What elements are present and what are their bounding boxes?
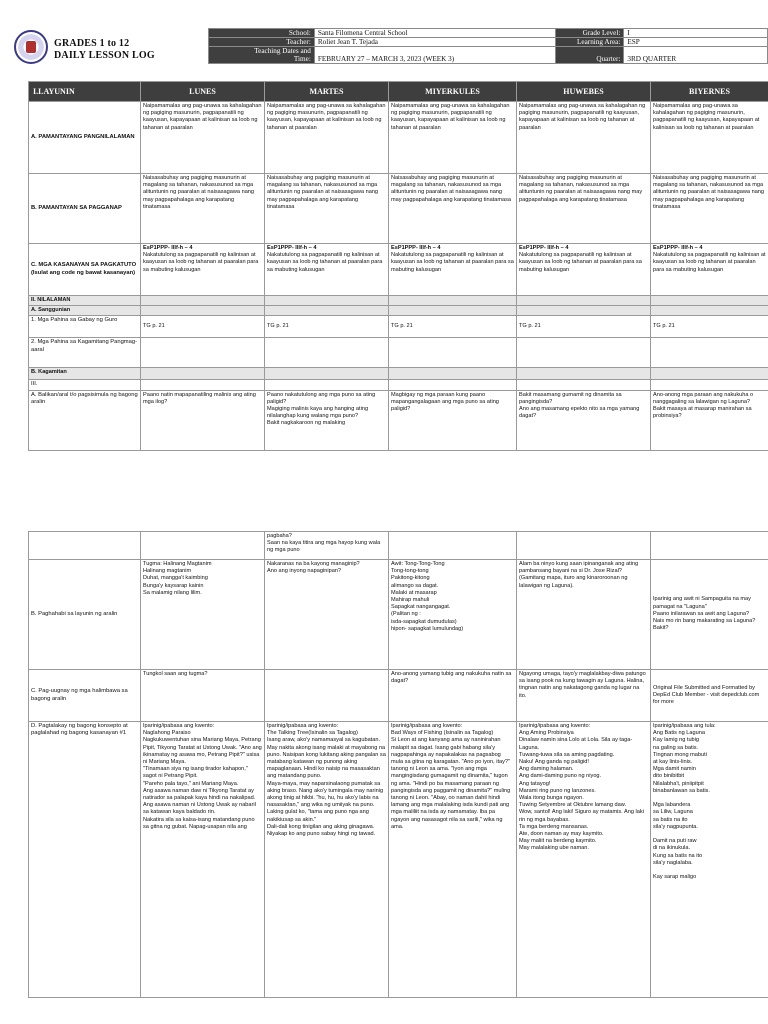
- row-label: B. Kagamitan: [29, 368, 141, 380]
- competency-code: EsP1PPP- IIIf-h – 4: [653, 245, 703, 251]
- cell-lunes: [141, 244, 265, 296]
- row-label: II. NILALAMAN: [29, 296, 141, 306]
- cell-huwebes: Naipamamalas ang pag-unawa sa kahalagahan ng pagiging masunurin, pagpapanatili ng kaayusan, kapayapaan at kalinisan sa loob ng tahanan at paaralan: [517, 102, 651, 174]
- row-balik-aral: [29, 390, 768, 450]
- row-pag-uugnay: [29, 670, 768, 722]
- cell-martes: Iparinig/ipabasa ang kwento: The Talking Tree(Isinalin sa Tagalog) Isang araw, ako'y namamasyal sa kagubatan. May nakita akong isang malaki at mayabong na puno. Naisipan kong lukitang aking pangalan sa matabang katawan ng punong aking mapaglanaan. Hindi ko naisip na masasaktan ang matandang puno. Maya-maya, may naparsinalaong pumatak sa aking braso. Nang ako'y tumingala may narinig akong tinig at hikbi. "hu, hu, hu ako'y labis na nasasaktan," ang wika ng umiiyak na puno. Laking gulat ko, "tama ang puno nga ang nakikiusap sa akin." Dali-dali kong tinigilan ang aking ginagawa. Niyakap ko ang puno sabay hingi ng tawad.: [265, 722, 389, 998]
- row-label: A. PAMANTAYANG PANGNILALAMAN: [29, 102, 141, 174]
- row-kagamitan: [29, 368, 768, 380]
- title-line-1: GRADES 1 to 12: [54, 38, 130, 49]
- cell-martes: Naipamamalas ang pag-unawa sa kahalagahan ng pagiging masunurin, pagpapanatili ng kaayusan, kapayapaan at kalinisan sa loob ng tahanan at paaralan: [265, 102, 389, 174]
- row-pamamaraan: [29, 380, 768, 390]
- cell-huwebes: Iparinig/ipabasa ang kwento: Ang Aming Probinsiya Dinalaw namin sina Lolo at Lola. Sila ay taga-Laguna. Tuwang-tuwa sila sa aming pagdating. Naku! Ang ganda ng paligid! Ang daming halaman. Ang dami-daming puno ng niyog. Ang tatayog! Marami ring puno ng lanzones. Wala itong bunga ngayon. Tuwing Setyembre at Oktubre lamang daw. Wow, santol! Ang laki! Siguro ay matamis. Ang laki rin ng mga bayabas. Ta mga berdeng mansanas. Ate, doon naman ay may kaymito. May maliit na berdeng kaymito. May malalaking ube naman.: [517, 722, 651, 998]
- cell-miyerkules: Awit: Tong-Tong-Tong Tong-tong-tong Pakitong-kitong alimango sa dagat. Malaki at masarap Mahirap mahuli Sapagkat nangangagat. (Palitan ng : isda-sapagkat dumudulas) hipon- sapagkat lumulundag): [389, 560, 517, 670]
- cell-miyerkules: Magbigay ng mga paraan kung paano mapangangalagaan ang mga puno sa ating paligid?: [389, 390, 517, 450]
- row-label: A. Balikan/aral t/o pagsisimula ng bagong aralin: [29, 390, 141, 450]
- row-label: B. Paghahabi sa layunin ng aralin: [29, 560, 141, 670]
- col-header-martes: MARTES: [265, 82, 389, 102]
- cell-martes: Nakaranas na ba kayong managinip? Ano ang inyong napaginipan?: [265, 560, 389, 670]
- cell-biyernes: Iparinig/ipabasa ang tula: Ang Batis ng Laguna Kay lamig ng tubig na galing sa batis. Tingnan mong mabuti at kay linis-linis. Mga damit namin dito binibitbit Nilalabha't, piniipitpit binabanlawan sa batis. Mga labandera sa Liliw, Laguna sa batis na ito sila'y nagpupunta. Damit na puti raw di na ikinukula. Kung sa batis na ito sila'y naglalaba. Kay sarap maligo: [651, 722, 768, 998]
- cell-lunes: Tungkol saan ang tugma?: [141, 670, 265, 722]
- dates-label-line1: Teaching Dates and: [254, 47, 311, 55]
- cell-miyerkules: Naisasabuhay ang pagiging masunurin at magalang sa tahanan, nakasusunod sa mga alituntunin ng paaralan at naisasagawa nang may pagpapahalaga ang karapatang tinatamasa: [389, 174, 517, 244]
- school-value: Santa Filomena Central School: [314, 29, 556, 38]
- row-kasanayan-sa-pagkatuto: [29, 244, 768, 296]
- row-label: 1. Mga Pahina sa Gabay ng Guro: [29, 316, 141, 338]
- row-kagamitang-pangmag-aaral: [29, 338, 768, 368]
- cell-biyernes: Naisasabuhay ang pagiging masunurin at magalang sa tahanan, nakasusunod sa mga alituntunin ng paaralan at naisasagawa nang may pagpapahalaga ang karapatang tinatamasa: [651, 174, 768, 244]
- competency-text: Nakatutulong sa pagpapanatili ng kalinisan at kaayusan sa loob ng tahanan at paaralan para sa mabuting kalusugan: [267, 252, 383, 273]
- grade-value: I: [624, 29, 768, 38]
- competency-text: Nakatutulong sa pagpapanatili ng kalinisan at kaayusan sa loob ng tahanan at paaralan para sa mabuting kalusugan: [519, 252, 642, 273]
- row-pamantayang-pangnilalaman: [29, 102, 768, 174]
- lesson-table-page-1: [28, 81, 768, 451]
- quarter-value: 3RD QUARTER: [624, 47, 768, 64]
- teacher-label: Teacher:: [209, 38, 315, 47]
- cell-huwebes: Bakit masamang gumamit ng dinamita sa pangingisda? Ano ang masamang epekto nito sa mga yamang dagat?: [517, 390, 651, 450]
- competency-code: EsP1PPP- IIIf-h – 4: [267, 245, 317, 251]
- row-nilalaman: [29, 296, 768, 306]
- cell-martes: Naisasabuhay ang pagiging masunurin at magalang sa tahanan, nakasusunod sa mga alituntunin ng paaralan at naisasagawa nang may pagpapahalaga ang karapatang tinatamasa: [265, 174, 389, 244]
- area-label: Learning Area:: [556, 38, 624, 47]
- cell-lunes: TG p. 21: [141, 316, 265, 338]
- row-label: III.: [29, 380, 141, 390]
- competency-text: Nakatutulong sa pagpapanatili ng kalinisan at kaayusan sa loob ng tahanan at paaralan para sa mabuting kalusugan: [653, 252, 766, 273]
- cell-huwebes: [517, 244, 651, 296]
- title-line-2: DAILY LESSON LOG: [54, 50, 155, 61]
- cell-martes-continued: pagbaha? Saan na kaya titira ang mga hayop kung wala ng mga puno: [265, 532, 389, 560]
- competency-text: Nakatutulong sa pagpapanatili ng kalinisan at kaayusan sa loob ng tahanan at paaralan para sa mabuting kalusugan: [143, 252, 259, 273]
- col-header-huwebes: HUWEBES: [517, 82, 651, 102]
- cell-biyernes: Naipamamalas ang pag-unawa sa kahalagahan ng pagiging masunurin, pagpapanatili ng kaayusan, kapayapaan at kalinisan sa loob ng tahanan at paaralan: [651, 102, 768, 174]
- cell-lunes: Paano natin mapapanatiling malinis ang ating mga ilog?: [141, 390, 265, 450]
- cell-miyerkules: Naipamamalas ang pag-unawa sa kahalagahan ng pagiging masunurin, pagpapanatili ng kaayusan, kapayapaan at kalinisan sa loob ng tahanan at paaralan: [389, 102, 517, 174]
- cell-martes: [265, 244, 389, 296]
- competency-code: EsP1PPP- IIIf-h – 4: [143, 245, 193, 251]
- col-header-lunes: LUNES: [141, 82, 265, 102]
- lesson-log-header: [12, 28, 768, 72]
- area-value: ESP: [624, 38, 768, 47]
- cell-martes: TG p. 21: [265, 316, 389, 338]
- cell-miyerkules: Iparinig/ipabasa ang kwento: Bad Ways of Fishing (Isinalin sa Tagalog) Si Leon at ang kanyang ama ay naninirahan malapit sa dagat. Isang gabi habang sila'y nagpapahinga ay napakalakas na pagsabog mula sa gitna ng karagatan. "Ano po iyon, itay?" tanong ni Leon sa ama. "Iyon ang mga mangingisdang gumagamit ng dinamita," tugon ng ama. "Hindi po ba masamang paraan ng pangingisda ang paggamit ng dinamita?" muling tanong ni Leon. "Abay, oo naman dahil hindi lamang ang mga malalaking isda kundi pati ang mga maliliit na isda ay namamatay. Iba pa ngayon ang nasasagot nila sa sarili," wika ng ama.: [389, 722, 517, 998]
- cell-miyerkules: TG p. 21: [389, 316, 517, 338]
- cell-miyerkules: [389, 244, 517, 296]
- cell-lunes: Tugma: Halinang Magtanim Halinang magtanim Duhat, mangga't kaimbing Bunga'y kaysarap kainin Sa malamig nilang lilim.: [141, 560, 265, 670]
- cell-lunes: Iparinig/ipabasa ang kwento: Naglahong Paraiso Nagkukuwentuhan sina Mariang Maya, Petrang Pipit, Tikyong Taratat at Ustong Uwak. "Ano ang ikinamatay ng asawa mo, Petrang Pipit?" usisa ni Mariang Maya. "Tinamaan siya ng isang tirador kahapon," sagot ni Petrang Pipit. "Pareho pala tayo," ani Mariang Maya. Ang asawa naman daw ni Tikyong Taratat ay natirador sa palapak kaya hindi na nakalipad. Ang asawa naman ni Ustong Uwak ay nabaril sa katawan kaya baldado rin. Nakatira sila sa kaisa-isang matandang puno sa gitna ng gubat. Napag-usapan nila ang: [141, 722, 265, 998]
- cell-biyernes: Ano-anong mga paraan ang nakukuha o nanggagaling sa lalawigan ng Laguna? Bakit masaya at masarap manirahan sa probinsiya?: [651, 390, 768, 450]
- cell-lunes: Naipamamalas ang pag-unawa sa kahalagahan ng pagiging masunurin, pagpapanatili ng kaayusan, kapayapaan at kalinisan sa loob ng tahanan at paaralan: [141, 102, 265, 174]
- grade-label: Grade Level:: [556, 29, 624, 38]
- row-label: C. Pag-uugnay ng mga halimbawa sa bagong aralin: [29, 670, 141, 722]
- quarter-label: Quarter:: [556, 47, 624, 64]
- row-pamantayan-sa-pagganap: [29, 174, 768, 244]
- competency-code: EsP1PPP- IIIf-h – 4: [519, 245, 569, 251]
- dates-value: FEBRUARY 27 – MARCH 3, 2023 (WEEK 3): [314, 47, 556, 64]
- cell-biyernes: Original File Submitted and Formatted by DepEd Club Member - visit depedclub.com for more: [651, 670, 768, 722]
- dates-label-line2: Time:: [293, 55, 311, 63]
- row-label: D. Pagtalakay ng bagong konsepto at paglalahad ng bagong kasanayan #1: [29, 722, 141, 998]
- dates-label: [209, 47, 315, 64]
- cell-huwebes: Naisasabuhay ang pagiging masunurin at magalang sa tahanan, nakasusunod sa mga alituntunin ng paaralan at naisasagawa nang may pagpapahalaga ang karapatang tinatamasa: [517, 174, 651, 244]
- school-label: School:: [209, 29, 315, 38]
- teacher-value: Roliet Jean T. Tejada: [314, 38, 556, 47]
- row-label: B. PAMANTAYAN SA PAGGANAP: [29, 174, 141, 244]
- cell-miyerkules: Ano-anong yamang tubig ang nakukuha natin sa dagat?: [389, 670, 517, 722]
- row-gabay-ng-guro: [29, 316, 768, 338]
- row-label: C. MGA KASANAYAN SA PAGKATUTO (Isulat ang code ng bawat kasanayan): [29, 244, 141, 296]
- row-sanggunian: [29, 306, 768, 316]
- col-header-biyernes: BIYERNES: [651, 82, 768, 102]
- competency-text: Nakatutulong sa pagpapanatili ng kalinisan at kaayusan sa loob ng tahanan at paaralan para sa mabuting kalusugan: [391, 252, 514, 273]
- row-paghahabi-sa-layunin: [29, 560, 768, 670]
- lesson-table-page-2: [28, 531, 768, 998]
- competency-code: EsP1PPP- IIIf-h – 4: [391, 245, 441, 251]
- cell-biyernes: [651, 244, 768, 296]
- cell-biyernes: Iparinig ang awit ni Sampaguita na may pamagat na "Laguna" Paano inilarawan sa awit ang Laguna? Nais mo rin bang makarating sa Laguna? Bakit?: [651, 560, 768, 670]
- deped-seal-icon: [14, 30, 48, 64]
- cell-martes: [265, 670, 389, 722]
- row-pagtalakay: [29, 722, 768, 998]
- cell-lunes: Naisasabuhay ang pagiging masunurin at magalang sa tahanan, nakasusunod sa mga alituntunin ng paaralan at naisasagawa nang may pagpapahalaga ang karapatang tinatamasa: [141, 174, 265, 244]
- cell-biyernes: TG p. 21: [651, 316, 768, 338]
- header-info-table: [208, 28, 768, 64]
- cell-huwebes: Alam ba ninyo kung saan ipinanganak ang ating pambansang bayani na si Dr. Jose Rizal? (Gamitang mapa, ituro ang kinaroroonan ng lalawigan ng Laguna).: [517, 560, 651, 670]
- row-label: 2. Mga Pahina sa Kagamitang Pangmag-aaral: [29, 338, 141, 368]
- row-balik-aral-continued: [29, 532, 768, 560]
- cell-huwebes: Ngayong umaga, tayo'y maglalakbay-diwa patungo sa isang pook na kung tawagin ay Laguna. Halina, tingnan natin ang nakatagong ganda ng lugar na ito.: [517, 670, 651, 722]
- document-title: [54, 38, 155, 62]
- row-label: A. Sanggunian: [29, 306, 141, 316]
- col-header-layunin: I.LAYUNIN: [29, 82, 141, 102]
- cell-martes: Paano nakatutulong ang mga puno sa ating paligid? Magiging malinis kaya ang hanging ating nilalanghap kung walang mga puno? Bakit nagkakaroon ng malaking: [265, 390, 389, 450]
- col-header-miyerkules: MIYERKULES: [389, 82, 517, 102]
- cell-huwebes: TG p. 21: [517, 316, 651, 338]
